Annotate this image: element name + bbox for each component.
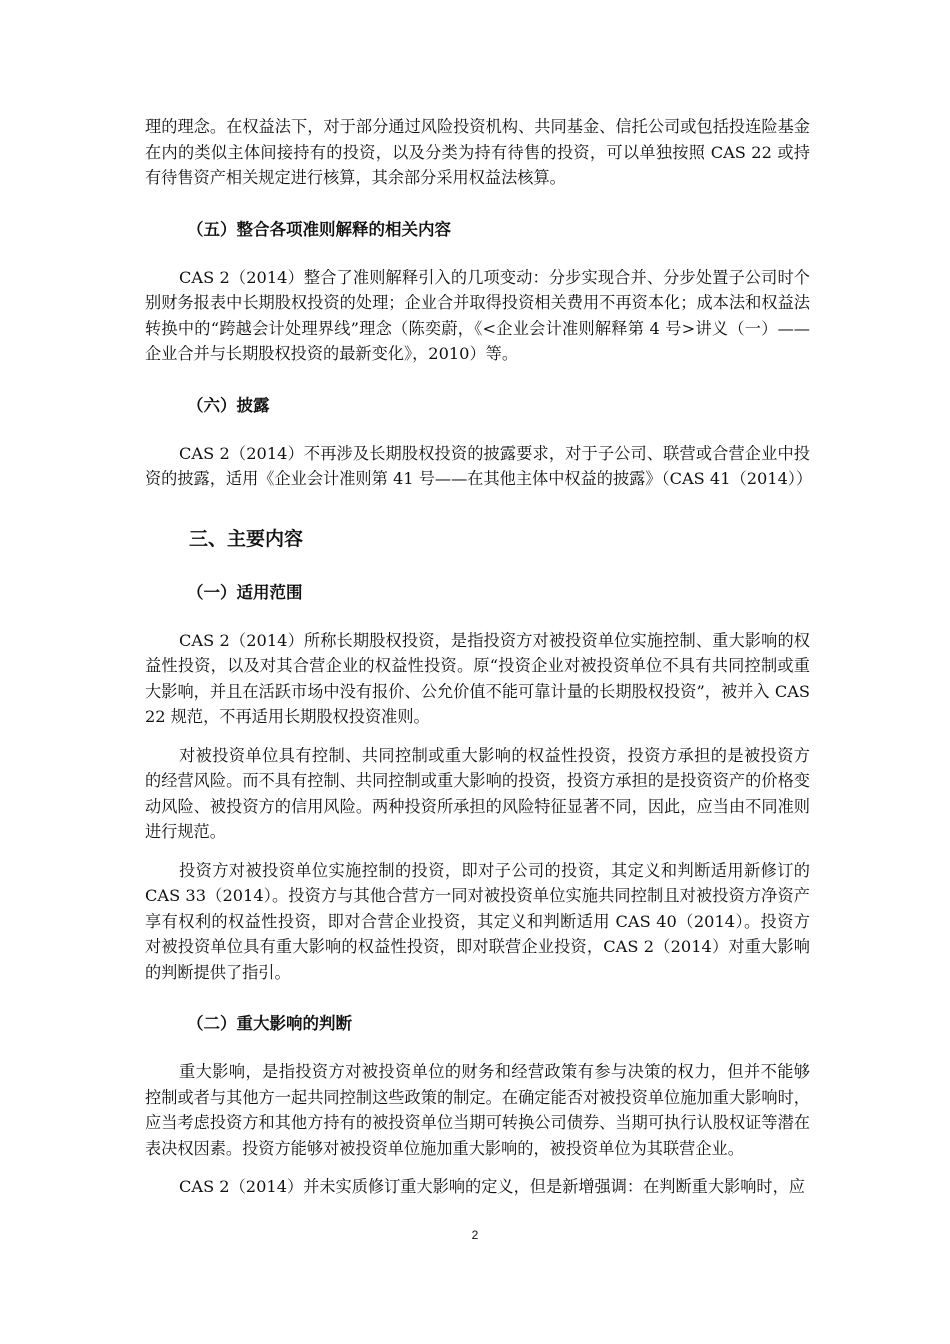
section-5-paragraph: CAS 2（2014）整合了准则解释引入的几项变动：分步实现合并、分步处置子公司时个别财务报表中长期股权投资的处理；企业合并取得投资相关费用不再资本化；成本法和权益法转换中的“跨越会计处理界线”理念（陈奕蔚，《<企业会计准则解释第 4 号>讲义（一）——企业合并与长期股权投资的最新变化》，2010）等。 — [145, 267, 810, 363]
subsection-2-paragraph-1: 重大影响，是指投资方对被投资单位的财务和经营政策有参与决策的权力，但并不能够控制或者与其他方一起共同控制这些政策的制定。在确定能否对被投资单位施加重大影响时，应当考虑投资方和其他方持有的被投资单位当期可转换公司债券、当期可执行认股权证等潜在表决权因素。投资方能够对被投资单位施加重大影响的，被投资单位为其联营企业。 — [145, 1062, 810, 1158]
part-3-heading: 三、主要内容 — [189, 527, 304, 550]
page-content — [145, 114, 813, 1213]
section-5-heading: （五）整合各项准则解释的相关内容 — [187, 219, 451, 239]
subsection-1-paragraph-1: CAS 2（2014）所称长期股权投资，是指投资方对被投资单位实施控制、重大影响的权益性投资，以及对其合营企业的权益性投资。原“投资企业对被投资单位不具有共同控制或重大影响，并且在活跃市场中没有报价、公允价值不能可靠计量的长期股权投资”，被并入 CAS 22 规范，不再适用长期股权投资准则。 — [145, 630, 810, 726]
page-number: 2 — [471, 1228, 479, 1242]
subsection-1-paragraph-3: 投资方对被投资单位实施控制的投资，即对子公司的投资，其定义和判断适用新修订的 CAS 33（2014）。投资方与其他合营方一同对被投资单位实施共同控制且对被投资方净资产享有权利的权益性投资，即对合营企业投资，其定义和判断适用 CAS 40（2014）。投资方对被投资单位具有重大影响的权益性投资，即对联营企业投资，CAS 2（2014）对重大影响的判断提供了指引。 — [145, 860, 810, 982]
section-6-paragraph: CAS 2（2014）不再涉及长期股权投资的披露要求，对于子公司、联营或合营企业中投资的披露，适用《企业会计准则第 41 号——在其他主体中权益的披露》（CAS 41（2014）） — [145, 443, 813, 488]
section-6-heading: （六）披露 — [187, 395, 270, 415]
subsection-2-heading: （二）重大影响的判断 — [187, 1014, 352, 1033]
subsection-1-heading: （一）适用范围 — [187, 582, 303, 602]
subsection-1-paragraph-2: 对被投资单位具有控制、共同控制或重大影响的权益性投资，投资方承担的是被投资方的经营风险。而不具有控制、共同控制或重大影响的投资，投资方承担的是投资资产的价格变动风险、被投资方的信用风险。两种投资所承担的风险特征显著不同，因此，应当由不同准则进行规范。 — [145, 745, 810, 841]
subsection-2-paragraph-2: CAS 2（2014）并未实质修订重大影响的定义，但是新增强调：在判断重大影响时，应 — [179, 1177, 805, 1196]
intro-paragraph: 理的理念。在权益法下，对于部分通过风险投资机构、共同基金、信托公司或包括投连险基金在内的类似主体间接持有的投资，以及分类为持有待售的投资，可以单独按照 CAS 22 或持有待售资产相关规定进行核算，其余部分采用权益法核算。 — [145, 117, 810, 187]
